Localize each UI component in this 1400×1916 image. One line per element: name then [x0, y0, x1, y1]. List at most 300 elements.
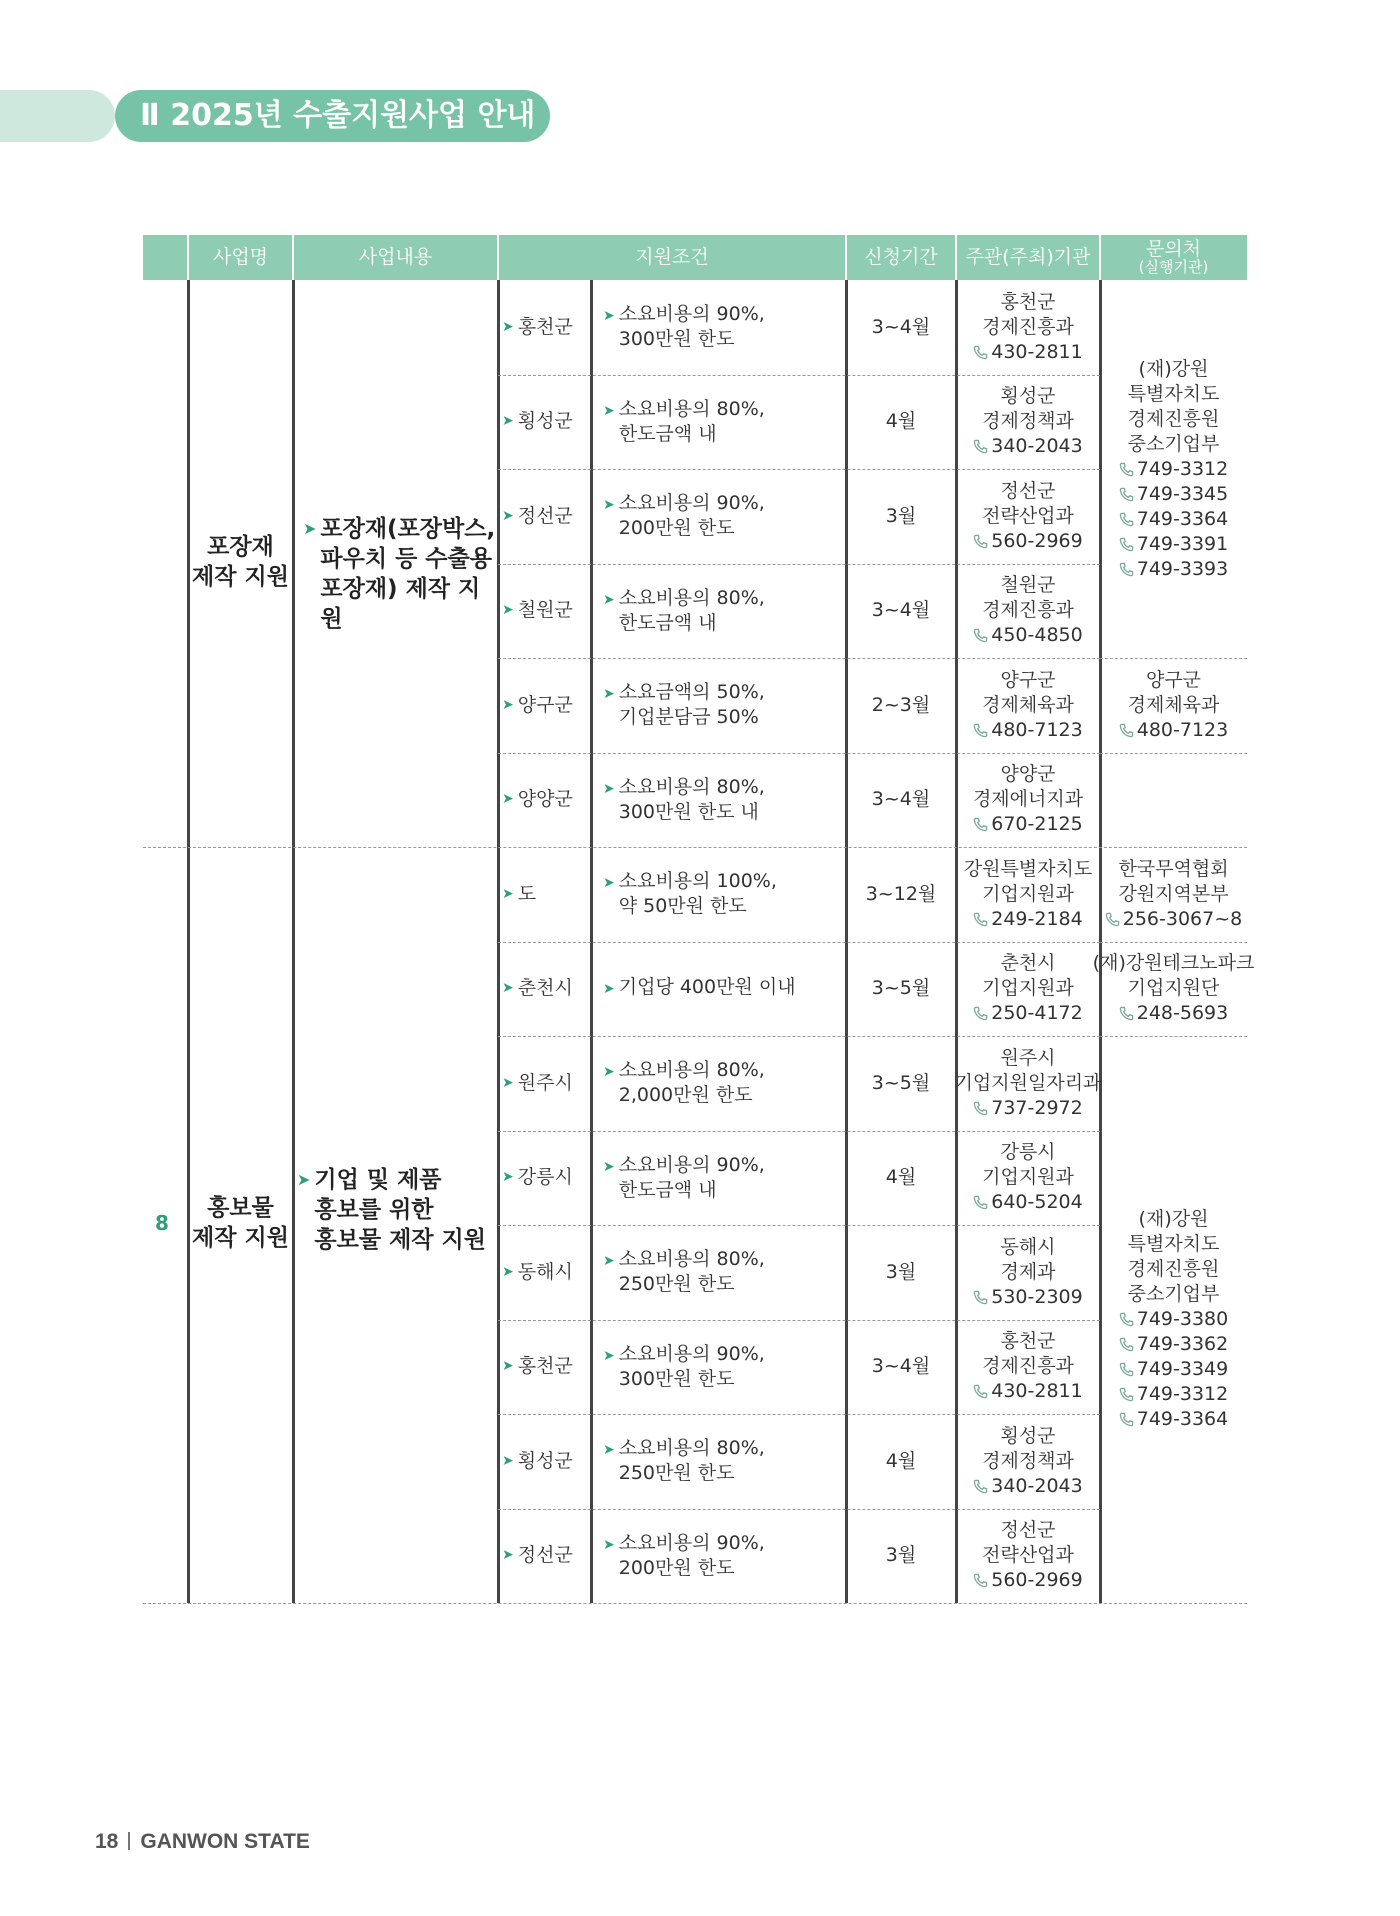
institution-line: 전략산업과: [982, 1544, 1074, 1567]
condition-line: 200만원 한도: [618, 517, 735, 540]
header-host-institution: 주관(주최)기관: [965, 245, 1091, 268]
period-cell: [846, 1414, 956, 1509]
condition-text: [603, 1058, 765, 1108]
condition-lines: [619, 1436, 765, 1486]
institution-phone: [973, 623, 1082, 648]
condition-cell: [603, 1414, 844, 1509]
phone-icon: [1119, 562, 1134, 577]
condition-lines: [619, 1342, 765, 1392]
institution-cell: [956, 753, 1100, 848]
phone-number: 249-2184: [991, 907, 1083, 930]
institution-line: 정선군: [1000, 1519, 1056, 1542]
phone-icon: [1119, 1006, 1134, 1021]
institution-line: 양구군: [1000, 668, 1056, 691]
contact-phone: [1119, 1407, 1228, 1432]
condition-text: [603, 775, 765, 825]
period-value: 4월: [885, 1449, 917, 1472]
business-name-line: 제작 지원: [192, 563, 289, 590]
institution-phone: [973, 812, 1082, 837]
contact-phone: [1119, 1382, 1228, 1407]
condition-text: [603, 680, 765, 730]
header-divider: [292, 235, 294, 280]
condition-text: [603, 1436, 765, 1486]
phone-icon: [973, 723, 988, 738]
period-cell: [846, 658, 956, 753]
institution-line: 기업지원일자리과: [954, 1071, 1102, 1094]
arrow-icon: ➤: [603, 308, 615, 325]
institution-line: 기업지원과: [982, 882, 1074, 905]
institution-phone: [973, 1096, 1082, 1121]
condition-line: 2,000만원 한도: [618, 1084, 753, 1107]
institution-line: 강원특별자치도: [963, 857, 1093, 880]
phone-icon: [973, 1290, 988, 1305]
period-value: 3~12월: [865, 882, 937, 905]
condition-cell: [603, 564, 844, 659]
period-cell: [846, 564, 956, 659]
institution-line: 양양군: [1000, 763, 1056, 786]
institution-line: 경제진흥과: [982, 599, 1074, 622]
phone-icon: [973, 534, 988, 549]
contact-line: 한국무역협회: [1118, 857, 1229, 880]
region-cell: [502, 564, 589, 659]
phone-number: 749-3380: [1136, 1308, 1229, 1330]
condition-text: [603, 1342, 765, 1392]
arrow-icon: ➤: [502, 1169, 514, 1186]
contact-separator: [1100, 1036, 1247, 1037]
phone-icon: [973, 439, 988, 454]
header-business-content: 사업내용: [358, 245, 433, 268]
region-label: 춘천시: [517, 977, 573, 1000]
phone-number: 340-2043: [991, 1474, 1083, 1497]
contact-line: 경제체육과: [1127, 693, 1220, 716]
business-content-line: 홍보물 제작 지원: [314, 1227, 486, 1253]
period-value: 3~4월: [871, 788, 931, 811]
phone-number: 749-3345: [1136, 482, 1229, 505]
institution-cell: [956, 1509, 1100, 1604]
header-application-period: 신청기간: [864, 245, 938, 268]
condition-line: 소요비용의 80%,: [618, 1248, 765, 1271]
arrow-icon: ➤: [502, 413, 514, 430]
phone-icon: [973, 1195, 988, 1210]
condition-line: 300만원 한도: [618, 1367, 735, 1390]
region-cell: [502, 469, 589, 564]
arrow-icon: ➤: [502, 791, 514, 808]
business-name-line: 제작 지원: [192, 1225, 289, 1251]
phone-number: 749-3393: [1136, 557, 1229, 580]
institution-line: 홍천군: [1000, 1330, 1056, 1353]
page-footer: [95, 1830, 310, 1854]
contact-phone: [1119, 482, 1228, 507]
condition-line: 200만원 한도: [618, 1556, 735, 1579]
condition-cell: [603, 847, 844, 942]
phone-number: 450-4850: [991, 624, 1083, 647]
institution-line: 경제정책과: [982, 1449, 1074, 1472]
institution-line: 경제정책과: [982, 410, 1074, 433]
arrow-icon: ➤: [603, 981, 615, 998]
condition-text: [603, 975, 796, 1002]
condition-line: 한도금액 내: [618, 611, 717, 634]
contact-cell: [1100, 658, 1247, 753]
condition-lines: [619, 586, 765, 636]
institution-cell: [956, 375, 1100, 470]
phone-icon: [1119, 1337, 1134, 1352]
arrow-icon: ➤: [603, 497, 615, 514]
business-name: [188, 1193, 293, 1253]
institution-line: 경제진흥과: [982, 1355, 1074, 1378]
contact-phone: [1119, 1332, 1228, 1357]
arrow-icon: ➤: [502, 318, 514, 335]
phone-number: 530-2309: [991, 1285, 1083, 1308]
contact-cell: [1100, 1036, 1247, 1603]
institution-phone: [973, 1474, 1082, 1499]
condition-line: 소요비용의 80%,: [618, 775, 765, 798]
contact-line: 경제진흥원: [1127, 407, 1220, 430]
condition-text: [603, 869, 777, 919]
period-cell: [846, 1131, 956, 1226]
phone-number: 430-2811: [991, 340, 1083, 363]
institution-cell: [956, 658, 1100, 753]
condition-cell: [603, 658, 844, 753]
contact-phone: [1119, 532, 1228, 557]
condition-cell: [603, 753, 844, 848]
condition-text: [603, 586, 765, 636]
phone-icon: [973, 817, 988, 832]
phone-icon: [1119, 1362, 1134, 1377]
institution-cell: [956, 942, 1100, 1037]
condition-text: [603, 491, 765, 541]
institution-phone: [973, 907, 1082, 932]
institution-line: 경제과: [1000, 1260, 1056, 1283]
condition-cell: [603, 1131, 844, 1226]
contact-line: 특별자치도: [1127, 382, 1220, 405]
header-divider: [497, 235, 499, 280]
condition-lines: [619, 869, 777, 919]
condition-text: [603, 302, 765, 352]
header-divider: [955, 235, 957, 280]
arrow-icon: ➤: [502, 885, 514, 902]
region-cell: [502, 942, 589, 1037]
header-inquiry: [1100, 235, 1247, 280]
contact-line: 강원지역본부: [1118, 882, 1229, 905]
arrow-icon: ➤: [502, 1074, 514, 1091]
arrow-icon: ➤: [603, 1253, 615, 1270]
condition-text: [603, 397, 765, 447]
institution-line: 원주시: [1000, 1046, 1056, 1069]
region-cell: [502, 847, 589, 942]
phone-number: 749-3364: [1136, 1408, 1229, 1430]
footer-brand: GANWON STATE: [140, 1830, 310, 1853]
contact-separator: [1100, 753, 1247, 754]
institution-line: 정선군: [1000, 479, 1056, 502]
phone-icon: [1119, 1312, 1134, 1327]
period-value: 3~5월: [871, 1071, 931, 1094]
institution-line: 기업지원과: [982, 977, 1074, 1000]
header-divider: [845, 235, 847, 280]
condition-line: 소요금액의 50%,: [618, 681, 765, 704]
institution-phone: [973, 1001, 1082, 1026]
phone-number: 256-3067~8: [1122, 907, 1243, 930]
arrow-icon: ➤: [603, 1158, 615, 1175]
phone-icon: [973, 912, 988, 927]
region-cell: [502, 1509, 589, 1604]
institution-line: 홍천군: [1000, 290, 1056, 313]
region-label: 도: [517, 882, 537, 905]
phone-number: 749-3312: [1136, 1383, 1229, 1405]
phone-icon: [1119, 462, 1134, 477]
institution-cell: [956, 1036, 1100, 1131]
period-value: 3~4월: [871, 599, 931, 622]
phone-number: 749-3349: [1136, 1358, 1229, 1380]
arrow-icon: ➤: [603, 1536, 615, 1553]
phone-number: 749-3312: [1136, 457, 1229, 480]
region-label: 정선군: [517, 1544, 573, 1567]
region-label: 철원군: [517, 599, 573, 622]
phone-number: 248-5693: [1136, 1002, 1229, 1025]
period-cell: [846, 753, 956, 848]
condition-line: 소요비용의 80%,: [618, 1437, 765, 1460]
header-support-conditions: 지원조건: [635, 245, 709, 268]
arrow-icon: ➤: [603, 591, 615, 608]
region-cell: [502, 280, 589, 375]
phone-number: 480-7123: [1136, 718, 1229, 741]
institution-phone: [973, 718, 1082, 743]
header-divider: [1099, 235, 1101, 280]
phone-icon: [1119, 1412, 1134, 1427]
header-inquiry-sub: (실행기관): [1138, 257, 1209, 276]
business-content-lines: [320, 514, 496, 634]
institution-cell: [956, 1131, 1100, 1226]
condition-lines: [619, 1058, 765, 1108]
phone-icon: [973, 1006, 988, 1021]
contact-cell: [1092, 942, 1255, 1037]
institution-line: 동해시: [1000, 1235, 1056, 1258]
institution-cell: [956, 469, 1100, 564]
condition-line: 소요비용의 90%,: [618, 1153, 765, 1176]
phone-number: 430-2811: [991, 1380, 1083, 1403]
contact-cell: [1100, 280, 1247, 658]
condition-cell: [603, 942, 844, 1037]
phone-icon: [1119, 512, 1134, 527]
contact-phone: [1119, 1357, 1228, 1382]
arrow-icon: ➤: [603, 1442, 615, 1459]
section-tab-background: [0, 90, 115, 142]
institution-phone: [973, 340, 1082, 365]
condition-line: 소요비용의 80%,: [618, 397, 765, 420]
arrow-icon: ➤: [303, 518, 317, 538]
condition-line: 기업분담금 50%: [618, 706, 759, 729]
institution-cell: [956, 280, 1100, 375]
phone-number: 749-3391: [1136, 532, 1229, 555]
region-label: 홍천군: [517, 1355, 573, 1378]
period-cell: [846, 1225, 956, 1320]
period-value: 4월: [885, 410, 917, 433]
contact-line: 특별자치도: [1127, 1233, 1220, 1255]
contact-phone: [1119, 1307, 1228, 1332]
arrow-icon: ➤: [502, 696, 514, 713]
condition-lines: [619, 1531, 765, 1581]
period-value: 3월: [885, 1544, 917, 1567]
region-label: 홍천군: [517, 315, 573, 338]
condition-line: 250만원 한도: [618, 1273, 735, 1296]
condition-cell: [603, 1036, 844, 1131]
region-cell: [502, 1225, 589, 1320]
institution-line: 전략산업과: [982, 504, 1074, 527]
institution-phone: [973, 1379, 1082, 1404]
arrow-icon: ➤: [502, 1547, 514, 1564]
arrow-icon: ➤: [603, 1064, 615, 1081]
arrow-icon: ➤: [603, 780, 615, 797]
region-cell: [502, 375, 589, 470]
condition-lines: [619, 397, 765, 447]
arrow-icon: ➤: [502, 980, 514, 997]
arrow-icon: ➤: [502, 1263, 514, 1280]
arrow-icon: ➤: [502, 602, 514, 619]
row-number: 8: [155, 1211, 169, 1235]
contact-separator: [1100, 658, 1247, 659]
institution-line: 춘천시: [1000, 952, 1056, 975]
arrow-icon: ➤: [603, 402, 615, 419]
phone-number: 749-3362: [1136, 1333, 1229, 1355]
contact-line: (재)강원: [1138, 357, 1209, 380]
phone-number: 250-4172: [991, 1002, 1083, 1025]
condition-line: 소요비용의 80%,: [618, 1059, 765, 1082]
region-label: 횡성군: [517, 1449, 573, 1472]
phone-icon: [973, 628, 988, 643]
institution-cell: [956, 564, 1100, 659]
condition-text: [603, 1531, 765, 1581]
condition-text: [603, 1153, 765, 1203]
condition-line: 300만원 한도: [618, 328, 735, 351]
institution-line: 강릉시: [1000, 1141, 1056, 1164]
page-number: 18: [95, 1830, 119, 1853]
condition-lines: [619, 491, 765, 541]
phone-icon: [973, 1101, 988, 1116]
contact-separator: [1100, 942, 1247, 943]
institution-line: 철원군: [1000, 574, 1056, 597]
region-label: 원주시: [517, 1071, 573, 1094]
contact-line: 경제진흥원: [1127, 1258, 1220, 1280]
condition-line: 한도금액 내: [618, 422, 717, 445]
condition-lines: [619, 1247, 765, 1297]
period-cell: [846, 469, 956, 564]
phone-number: 340-2043: [991, 435, 1083, 458]
region-label: 정선군: [517, 504, 573, 527]
period-cell: [846, 942, 956, 1037]
period-cell: [846, 1036, 956, 1131]
arrow-icon: ➤: [603, 686, 615, 703]
condition-line: 250만원 한도: [618, 1462, 735, 1485]
header-business-name: 사업명: [212, 245, 269, 268]
contact-line: (재)강원테크노파크: [1092, 952, 1255, 975]
business-content-line: 포장재(포장박스,: [320, 515, 496, 542]
column-divider: [292, 280, 295, 1603]
condition-line: 소요비용의 100%,: [618, 870, 777, 893]
business-name-line: 홍보물: [207, 1195, 274, 1221]
institution-line: 기업지원과: [982, 1166, 1074, 1189]
condition-line: 한도금액 내: [618, 1178, 717, 1201]
institution-phone: [973, 1190, 1082, 1215]
business-content-line: 기업 및 제품: [314, 1167, 442, 1193]
arrow-icon: ➤: [502, 1452, 514, 1469]
contact-phone: [1105, 907, 1242, 932]
business-name-line: 포장재: [207, 533, 274, 560]
condition-cell: [603, 1509, 844, 1604]
institution-line: 경제에너지과: [972, 788, 1084, 811]
condition-lines: [619, 302, 765, 352]
business-name: [188, 532, 293, 592]
period-cell: [846, 1320, 956, 1415]
contact-phone: [1119, 457, 1228, 482]
phone-icon: [973, 1573, 988, 1588]
condition-cell: [603, 375, 844, 470]
contact-line: 중소기업부: [1127, 432, 1220, 455]
section-title: Ⅱ 2025년 수출지원사업 안내: [115, 90, 550, 142]
phone-number: 749-3364: [1136, 507, 1229, 530]
period-cell: [846, 1509, 956, 1604]
phone-icon: [1119, 723, 1134, 738]
condition-cell: [603, 1320, 844, 1415]
region-cell: [502, 1036, 589, 1131]
period-value: 2~3월: [871, 693, 931, 716]
institution-cell: [956, 1320, 1100, 1415]
table-bottom-line: [143, 1603, 1247, 1604]
contact-phone: [1119, 718, 1228, 743]
region-label: 양구군: [517, 693, 573, 716]
period-cell: [846, 847, 956, 942]
contact-line: 중소기업부: [1127, 1283, 1220, 1305]
condition-line: 소요비용의 90%,: [618, 1531, 765, 1554]
condition-cell: [603, 1225, 844, 1320]
period-value: 4월: [885, 1166, 917, 1189]
business-content-lines: [314, 1165, 486, 1255]
institution-cell: [956, 1225, 1100, 1320]
contact-phone: [1119, 507, 1228, 532]
institution-phone: [973, 529, 1082, 554]
business-content-line: 포장재) 제작 지원: [320, 575, 481, 632]
condition-line: 소요비용의 90%,: [618, 303, 765, 326]
footer-separator: [128, 1832, 130, 1850]
header-inquiry-label: 문의처: [1145, 237, 1202, 260]
contact-cell: [1100, 847, 1247, 942]
phone-number: 640-5204: [991, 1191, 1083, 1214]
condition-lines: [619, 680, 765, 730]
arrow-icon: ➤: [502, 1358, 514, 1375]
condition-lines: [619, 1153, 765, 1203]
condition-lines: [619, 975, 796, 1000]
period-value: 3~4월: [871, 315, 931, 338]
arrow-icon: ➤: [603, 1347, 615, 1364]
contact-line: 기업지원단: [1127, 977, 1220, 1000]
arrow-icon: ➤: [603, 875, 615, 892]
condition-line: 기업당 400만원 이내: [618, 976, 796, 999]
region-label: 동해시: [517, 1260, 573, 1283]
contact-phone: [1119, 557, 1228, 582]
phone-icon: [1119, 1387, 1134, 1402]
condition-line: 소요비용의 90%,: [618, 492, 765, 515]
contact-line: 양구군: [1145, 668, 1202, 691]
period-value: 3월: [885, 1260, 917, 1283]
institution-line: 경제체육과: [982, 693, 1074, 716]
contact-phone: [1119, 1001, 1228, 1026]
region-cell: [502, 658, 589, 753]
phone-icon: [1119, 487, 1134, 502]
arrow-icon: ➤: [297, 1170, 311, 1189]
period-value: 3~4월: [871, 1355, 931, 1378]
institution-cell: [956, 847, 1100, 942]
period-cell: [846, 375, 956, 470]
region-cell: [502, 753, 589, 848]
institution-line: 횡성군: [1000, 1424, 1056, 1447]
